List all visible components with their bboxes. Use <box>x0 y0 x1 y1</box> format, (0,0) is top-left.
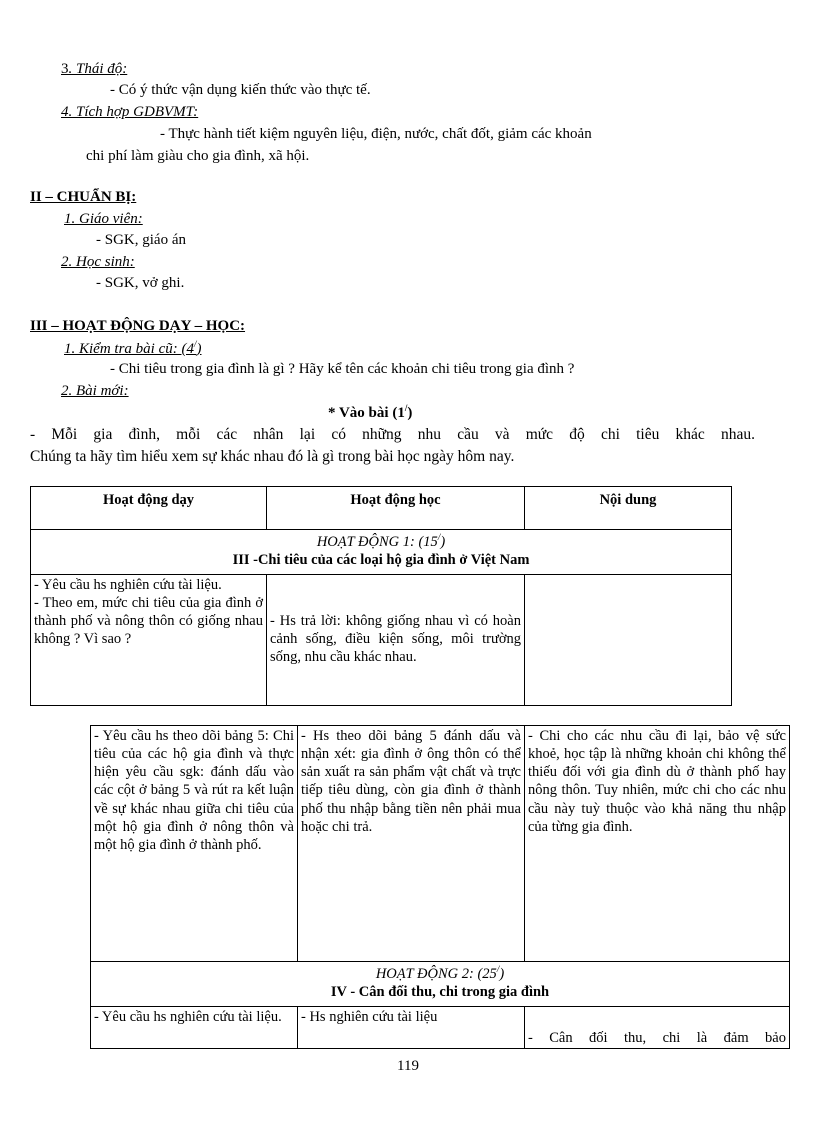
table1-content-cell <box>525 575 732 706</box>
lesson-table-2 <box>90 725 790 1049</box>
table1-teach-2: - Theo em, mức chi tiêu của gia đình ở thành phố và nông thôn có giống nhau không ? Vì sao ? <box>34 595 263 648</box>
activity2-title-close: ) <box>499 965 505 982</box>
activity2-cell <box>91 962 790 1007</box>
table1-learn-cell <box>267 575 525 706</box>
activity1-title-sup: / <box>437 532 441 542</box>
attitude-heading-text: . Thái độ: <box>68 61 128 77</box>
header-teaching: Hoạt động dạy <box>31 487 267 530</box>
activity1-title <box>34 532 728 551</box>
attitude-line: - Có ý thức vận dụng kiến thức vào thực tế. <box>110 82 371 98</box>
activity2-title <box>94 964 786 983</box>
attitude-heading <box>61 60 127 79</box>
table2-last-content: - Cân đối thu, chi là đảm bảo <box>525 1007 790 1049</box>
page-number: 119 <box>397 1058 419 1074</box>
table2-learn-cell: - Hs theo dõi bảng 5 đánh dấu và nhận xét: gia đình ở ông thôn có thể sản xuất ra sản phẩm vật chất và trực tiếp tiêu dùng, còn gia đình ở thành phố thu nhập bằng tiền nên phải mua hoặc chi trả. <box>298 726 525 962</box>
table2-last-learn: - Hs nghiên cứu tài liệu <box>298 1007 525 1049</box>
teacher-item: - SGK, giáo án <box>96 232 186 248</box>
activity1-title-close: ) <box>440 533 446 550</box>
attitude-heading-number: 3 <box>61 61 69 77</box>
check-heading-close: ) <box>196 341 202 357</box>
check-question: - Chi tiêu trong gia đình là gì ? Hãy kể tên các khoản chi tiêu trong gia đình ? <box>110 361 575 377</box>
integration-line-2: chi phí làm giàu cho gia đình, xã hội. <box>86 148 310 164</box>
table2-row-2 <box>91 1007 790 1049</box>
activity2-row <box>91 962 790 1007</box>
activity2-subtitle: IV - Cân đối thu, chi trong gia đình <box>330 983 550 1000</box>
intro-title-sup: / <box>404 403 408 413</box>
table1-row <box>31 575 732 706</box>
integration-line-1: - Thực hành tiết kiệm nguyên liệu, điện, nước, chất đốt, giảm các khoản <box>160 126 592 142</box>
student-heading: 2. Học sinh: <box>61 254 135 270</box>
teacher-heading: 1. Giáo viên: <box>64 211 143 227</box>
intro-line-2: Chúng ta hãy tìm hiểu xem sự khác nhau đó là gì trong bài học ngày hôm nay. <box>30 448 515 465</box>
activity1-subtitle: III -Chi tiêu của các loại hộ gia đình ở Việt Nam <box>232 551 530 568</box>
header-learning: Hoạt động học <box>267 487 525 530</box>
check-heading-sup: / <box>193 339 197 349</box>
table1-teach-1: - Yêu cầu hs nghiên cứu tài liệu. <box>34 577 222 593</box>
intro-line-1: - Mỗi gia đình, mỗi các nhân lại có những nhu cầu và mức độ chi tiêu khác nhau. <box>30 426 755 443</box>
table2-row-1 <box>91 726 790 962</box>
table1-header-row <box>31 487 732 530</box>
integration-heading: 4. Tích hợp GDBVMT: <box>61 104 199 120</box>
intro-title-close: ) <box>407 405 413 421</box>
table2-content-cell: - Chi cho các nhu cầu đi lại, bảo vệ sức khoẻ, học tập là những khoản chi không thể thiếu đối với gia đình dù ở thành phố hay nông thôn. Tuy nhiên, mức chi cho các nhu cầu này tuỳ thuộc vào khả năng thu nhập của từng gia đình. <box>525 726 790 962</box>
student-item: - SGK, vở ghi. <box>96 275 185 291</box>
prep-heading: II – CHUẨN BỊ: <box>30 189 137 205</box>
activity1-cell <box>31 530 732 575</box>
header-content: Nội dung <box>525 487 732 530</box>
activity1-title-text: HOẠT ĐỘNG 1: (15 <box>316 533 438 550</box>
table2-teach-cell: - Yêu cầu hs theo dõi bảng 5: Chi tiêu của các hộ gia đình và thực hiện yêu cầu sgk: đánh dấu vào các cột ở bảng 5 và rút ra kết luận về sự khác nhau giữa chi tiêu của một hộ gia đình ở nông thôn và một hộ gia đình ở thành phố. <box>91 726 298 962</box>
activity1-row <box>31 530 732 575</box>
table2-last-teach: - Yêu cầu hs nghiên cứu tài liệu. <box>91 1007 298 1049</box>
table1-teach-cell <box>31 575 267 706</box>
activity2-title-text: HOẠT ĐỘNG 2: (25 <box>375 965 497 982</box>
check-heading-text: 1. Kiểm tra bài cũ: (4 <box>64 341 194 357</box>
check-heading <box>64 339 202 359</box>
table1-learn-spacer <box>270 576 521 612</box>
activities-heading: III – HOẠT ĐỘNG DẠY – HỌC: <box>30 318 246 334</box>
table1-learn-2: - Hs trả lời: không giống nhau vì có hoàn cảnh sống, điều kiện sống, môi trường sống, nhu cầu khác nhau. <box>270 613 521 666</box>
activity2-title-sup: / <box>496 964 500 974</box>
intro-title-text: * Vào bài (1 <box>328 405 405 421</box>
lesson-table-1 <box>30 486 732 706</box>
new-lesson-heading: 2. Bài mới: <box>61 383 129 399</box>
intro-title <box>328 403 412 423</box>
